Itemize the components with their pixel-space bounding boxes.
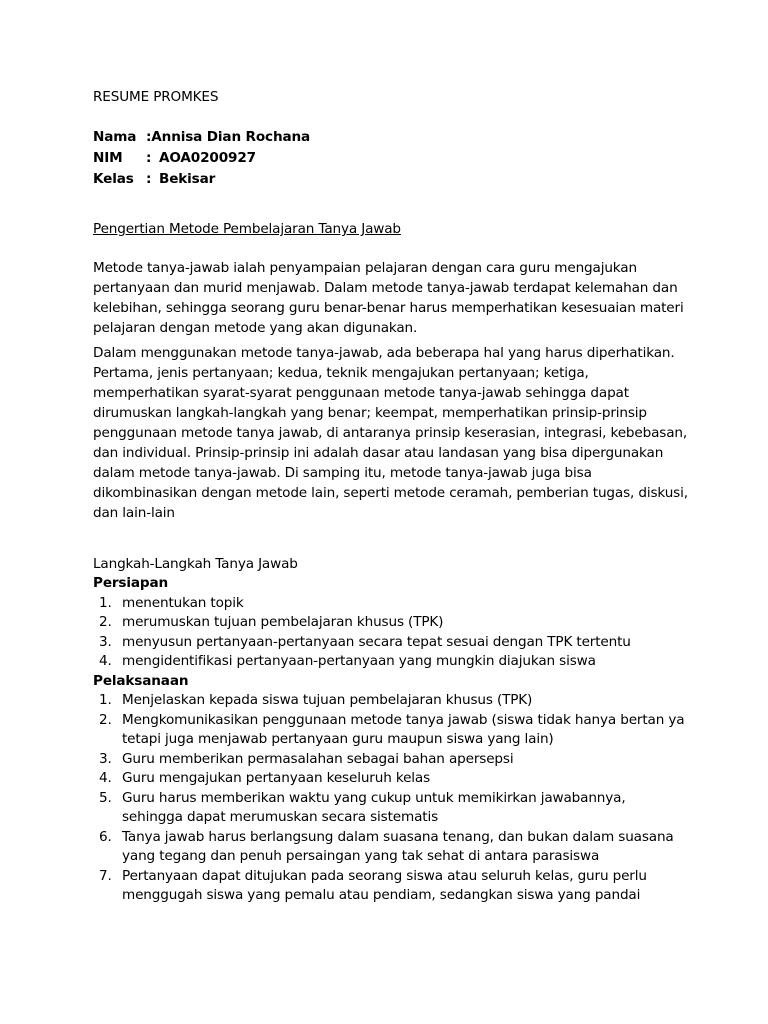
list-number: 6. (99, 828, 112, 845)
list-item (93, 652, 688, 672)
list-text: merumuskan tujuan pembelajaran khusus (TPK) (122, 614, 444, 630)
persiapan-list (93, 594, 688, 672)
list-item (93, 867, 688, 906)
pelaksanaan-heading: Pelaksanaan (93, 672, 189, 689)
identity-row-nim (93, 148, 688, 169)
list-number: 7. (99, 867, 112, 884)
identity-separator: : (146, 129, 152, 145)
list-item (93, 711, 688, 750)
list-number: 3. (99, 633, 112, 650)
steps-title: Langkah-Langkah Tanya Jawab (93, 556, 298, 572)
list-text: mengidentifikasi pertanyaan-pertanyaan yang mungkin diajukan siswa (122, 653, 596, 669)
list-item (93, 769, 688, 789)
list-number: 2. (99, 614, 112, 630)
list-item (93, 828, 688, 867)
list-text: Tanya jawab harus berlangsung dalam suasana tenang, dan bukan dalam suasana yang tegang dan penuh persaingan yang tak sehat di antara parasiswa (122, 828, 674, 864)
identity-value: AOA0200927 (159, 150, 256, 166)
identity-row-kelas (93, 169, 688, 190)
pelaksanaan-list (93, 691, 688, 906)
identity-separator: : (146, 150, 152, 166)
list-text: menentukan topik (122, 594, 244, 611)
list-number: 1. (99, 692, 112, 708)
identity-label: NIM (93, 150, 123, 166)
list-item (93, 594, 688, 614)
identity-block (93, 127, 688, 190)
section-title: Pengertian Metode Pembelajaran Tanya Jawab (93, 221, 401, 237)
list-item (93, 633, 688, 653)
list-text: Menjelaskan kepada siswa tujuan pembelajaran khusus (TPK) (122, 692, 533, 708)
identity-separator: : (146, 171, 152, 187)
list-text: Guru mengajukan pertanyaan keseluruh kelas (122, 770, 431, 786)
list-item (93, 613, 688, 633)
identity-label: Nama (93, 129, 137, 145)
list-number: 3. (99, 750, 112, 767)
list-text: Mengkomunikasikan penggunaan metode tanya jawab (siswa tidak hanya bertan ya tetapi juga menjawab pertanyaan guru maupun siswa yang lain) (122, 711, 685, 747)
list-item (93, 691, 688, 711)
list-text: Guru harus memberikan waktu yang cukup untuk memikirkan jawabannya, sehingga dapat merumuskan secara sistematis (122, 789, 626, 825)
list-number: 2. (99, 711, 112, 728)
list-text: menyusun pertanyaan-pertanyaan secara tepat sesuai dengan TPK tertentu (122, 633, 631, 650)
list-text: Pertanyaan dapat ditujukan pada seorang siswa atau seluruh kelas, guru perlu menggugah siswa yang pemalu atau pendiam, sedangkan siswa yang pandai (122, 867, 647, 903)
list-number: 5. (99, 789, 112, 806)
persiapan-heading: Persiapan (93, 575, 169, 591)
paragraph: Dalam menggunakan metode tanya-jawab, ada beberapa hal yang harus diperhatikan. Pertama, jenis pertanyaan; kedua, teknik mengajukan pertanyaan; ketiga, memperhatikan syarat-syarat penggunaan metode tanya-jawab sehingga dapat dirumuskan langkah-langkah yang benar; keempat, memperhatikan prinsip-prinsip penggunaan metode tanya jawab, di antaranya prinsip keserasian, integrasi, kebebasan, dan individual. Prinsip-prinsip ini adalah dasar atau landasan yang bisa dipergunakan dalam metode tanya-jawab. Di samping itu, metode tanya-jawab juga bisa dikombinasikan dengan metode lain, seperti metode ceramah, pemberian tugas, diskusi, dan lain-lain (93, 345, 688, 521)
identity-row-nama (93, 127, 688, 148)
identity-label: Kelas (93, 171, 134, 187)
document-title: RESUME PROMKES (93, 89, 219, 105)
list-item (93, 750, 688, 770)
list-number: 4. (99, 653, 112, 669)
list-item (93, 789, 688, 828)
identity-value: Annisa Dian Rochana (151, 129, 311, 145)
list-text: Guru memberikan permasalahan sebagai bahan apersepsi (122, 750, 514, 767)
list-number: 4. (99, 770, 112, 786)
list-number: 1. (99, 594, 112, 611)
paragraph: Metode tanya-jawab ialah penyampaian pelajaran dengan cara guru mengajukan pertanyaan dan murid menjawab. Dalam metode tanya-jawab terdapat kelemahan dan kelebihan, sehingga seorang guru benar-benar harus memperhatikan kesesuaian materi pelajaran dengan metode yang akan digunakan. (93, 260, 684, 336)
identity-value: Bekisar (159, 171, 216, 187)
